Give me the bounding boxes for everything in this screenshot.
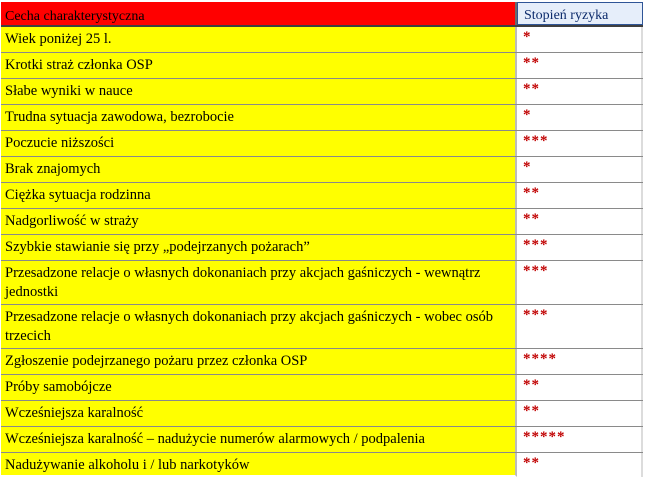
feature-cell: Trudna sytuacja zawodowa, bezrobocie bbox=[1, 105, 517, 130]
risk-cell: * bbox=[517, 105, 643, 130]
risk-cell: *** bbox=[517, 305, 643, 348]
risk-cell: ** bbox=[517, 53, 643, 78]
risk-cell: ** bbox=[517, 401, 643, 426]
feature-cell: Przesadzone relacje o własnych dokonaniach przy akcjach gaśniczych - wewnątrz jednostki bbox=[1, 261, 517, 304]
feature-cell: Nadgorliwość w straży bbox=[1, 209, 517, 234]
feature-cell: Nadużywanie alkoholu i / lub narkotyków bbox=[1, 453, 517, 477]
feature-cell: Wcześniejsza karalność – nadużycie numerów alarmowych / podpalenia bbox=[1, 427, 517, 452]
table-row bbox=[1, 79, 643, 105]
feature-cell: Wiek poniżej 25 l. bbox=[1, 27, 517, 52]
feature-cell: Wcześniejsza karalność bbox=[1, 401, 517, 426]
feature-cell: Zgłoszenie podejrzanego pożaru przez członka OSP bbox=[1, 349, 517, 374]
feature-cell: Ciężka sytuacja rodzinna bbox=[1, 183, 517, 208]
table-header-row bbox=[1, 2, 643, 27]
risk-cell: *** bbox=[517, 261, 643, 304]
table-row bbox=[1, 427, 643, 453]
feature-cell: Krotki straż członka OSP bbox=[1, 53, 517, 78]
table-row bbox=[1, 209, 643, 235]
table-row bbox=[1, 349, 643, 375]
risk-cell: * bbox=[517, 157, 643, 182]
table-row bbox=[1, 453, 643, 477]
risk-cell: ** bbox=[517, 453, 643, 477]
table-row bbox=[1, 157, 643, 183]
feature-cell: Poczucie niższości bbox=[1, 131, 517, 156]
table-row bbox=[1, 375, 643, 401]
table-row bbox=[1, 305, 643, 349]
risk-cell: ** bbox=[517, 183, 643, 208]
risk-cell: ** bbox=[517, 79, 643, 104]
table-row bbox=[1, 53, 643, 79]
risk-cell: ***** bbox=[517, 427, 643, 452]
feature-cell: Przesadzone relacje o własnych dokonaniach przy akcjach gaśniczych - wobec osób trzecich bbox=[1, 305, 517, 348]
header-risk: Stopień ryzyka bbox=[517, 2, 643, 25]
table-row bbox=[1, 261, 643, 305]
header-feature: Cecha charakterystyczna bbox=[1, 2, 517, 25]
risk-table bbox=[1, 2, 643, 477]
risk-cell: ** bbox=[517, 375, 643, 400]
table-row bbox=[1, 27, 643, 53]
table-row bbox=[1, 235, 643, 261]
table-row bbox=[1, 105, 643, 131]
feature-cell: Brak znajomych bbox=[1, 157, 517, 182]
risk-cell: *** bbox=[517, 235, 643, 260]
table-row bbox=[1, 401, 643, 427]
risk-cell: * bbox=[517, 27, 643, 52]
risk-cell: **** bbox=[517, 349, 643, 374]
feature-cell: Szybkie stawianie się przy „podejrzanych pożarach” bbox=[1, 235, 517, 260]
feature-cell: Próby samobójcze bbox=[1, 375, 517, 400]
risk-cell: ** bbox=[517, 209, 643, 234]
table-row bbox=[1, 131, 643, 157]
table-row bbox=[1, 183, 643, 209]
risk-cell: *** bbox=[517, 131, 643, 156]
feature-cell: Słabe wyniki w nauce bbox=[1, 79, 517, 104]
